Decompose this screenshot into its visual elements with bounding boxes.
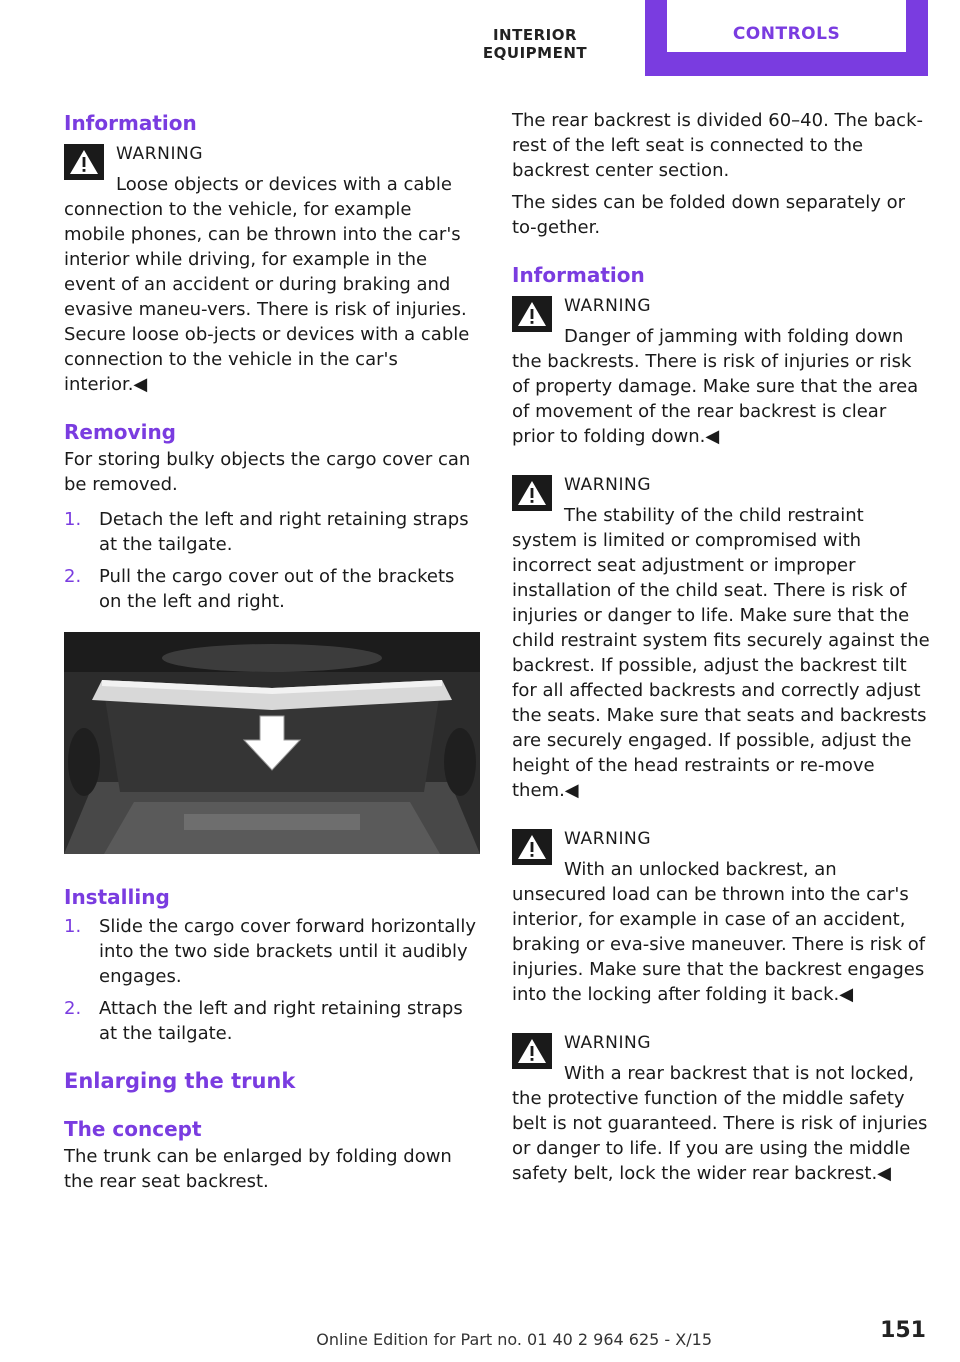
removing-text: For storing bulky objects the cargo cover can be removed.	[64, 449, 471, 495]
warning-title: WARNING	[116, 144, 204, 164]
warning-triangle-icon	[512, 296, 552, 332]
step-number: 1.	[64, 509, 82, 530]
step-number: 1.	[64, 916, 82, 937]
information-heading: Information	[512, 263, 645, 287]
warning-block	[512, 292, 930, 449]
warning-text: Danger of jamming with folding down the backrests. There is risk of injuries or risk of property damage. Make sure that the area of movement of the rear backrest is clear prior to folding down.◀	[512, 326, 919, 447]
warning-block	[512, 825, 930, 1007]
paragraph: The sides can be folded down separately or to‐gether.	[512, 192, 906, 238]
edition-text: Online Edition for Part no. 01 40 2 964 625 - X/15	[316, 1330, 712, 1349]
list-item	[64, 914, 478, 989]
section-title: INTERIOR EQUIPMENT	[482, 26, 588, 62]
page-header	[0, 0, 960, 76]
warning-block	[64, 140, 478, 397]
step-text: Slide the cargo cover forward horizontally into the two side brackets until it audibly engages.	[99, 916, 477, 987]
step-text: Pull the cargo cover out of the brackets on the left and right.	[99, 566, 455, 612]
warning-title: WARNING	[564, 1033, 652, 1053]
concept-text: The trunk can be enlarged by folding down the rear seat backrest.	[64, 1146, 452, 1192]
concept-heading: The concept	[64, 1117, 202, 1141]
right-column	[512, 108, 930, 1186]
removing-heading: Removing	[64, 420, 176, 444]
warning-text: Loose objects or devices with a cable connection to the vehicle, for example mobile phones, can be thrown into the car's interior while driving, for example in the event of an accident or during braking and evasive maneu‐vers. There is risk of injuries. Secure loose ob‐jects or devices with a cable connection to the vehicle in the car's interior.◀	[64, 174, 470, 395]
page-footer	[0, 1318, 960, 1358]
warning-triangle-icon	[512, 829, 552, 865]
warning-block	[512, 471, 930, 803]
information-heading: Information	[64, 111, 197, 135]
enlarging-heading: Enlarging the trunk	[64, 1069, 296, 1093]
chapter-title: CONTROLS	[667, 0, 906, 52]
cargo-cover-image	[64, 632, 480, 854]
warning-triangle-icon	[512, 475, 552, 511]
warning-title: WARNING	[564, 475, 652, 495]
warning-title: WARNING	[564, 296, 652, 316]
chapter-tab	[645, 0, 928, 76]
left-column	[64, 108, 478, 1194]
warning-triangle-icon	[512, 1033, 552, 1069]
warning-block	[512, 1029, 930, 1186]
step-text: Attach the left and right retaining straps at the tailgate.	[99, 998, 463, 1044]
installing-heading: Installing	[64, 885, 170, 909]
paragraph: The rear backrest is divided 60–40. The back‐rest of the left seat is connected to the backrest center section.	[512, 110, 923, 181]
warning-text: With a rear backrest that is not locked, the protective function of the middle safety belt is not guaranteed. There is risk of injuries or danger to life. If you are using the middle safety belt, lock the wider rear backrest.◀	[512, 1063, 928, 1184]
removing-steps	[64, 507, 478, 614]
step-number: 2.	[64, 998, 82, 1019]
step-text: Detach the left and right retaining straps at the tailgate.	[99, 509, 469, 555]
warning-title: WARNING	[564, 829, 652, 849]
warning-text: With an unlocked backrest, an unsecured load can be thrown into the car's interior, for example in case of an accident, braking or eva‐sive maneuver. There is risk of injuries. Make sure that the backrest engages into the locking after folding it back.◀	[512, 859, 926, 1005]
page-number: 151	[880, 1318, 926, 1343]
list-item	[64, 507, 478, 557]
list-item	[64, 996, 478, 1046]
installing-steps	[64, 914, 478, 1046]
list-item	[64, 564, 478, 614]
step-number: 2.	[64, 566, 82, 587]
warning-text: The stability of the child restraint system is limited or compromised with incorrect seat adjustment or improper installation of the child seat. There is risk of injuries or danger to life. Make sure that the child restraint system fits securely against the backrest. If possible, adjust the backrest tilt for all affected backrests and correctly adjust the seats. Make sure that seats and backrests are securely engaged. If possible, adjust the height of the head restraints or re‐move them.◀	[512, 505, 930, 801]
warning-triangle-icon	[64, 144, 104, 180]
